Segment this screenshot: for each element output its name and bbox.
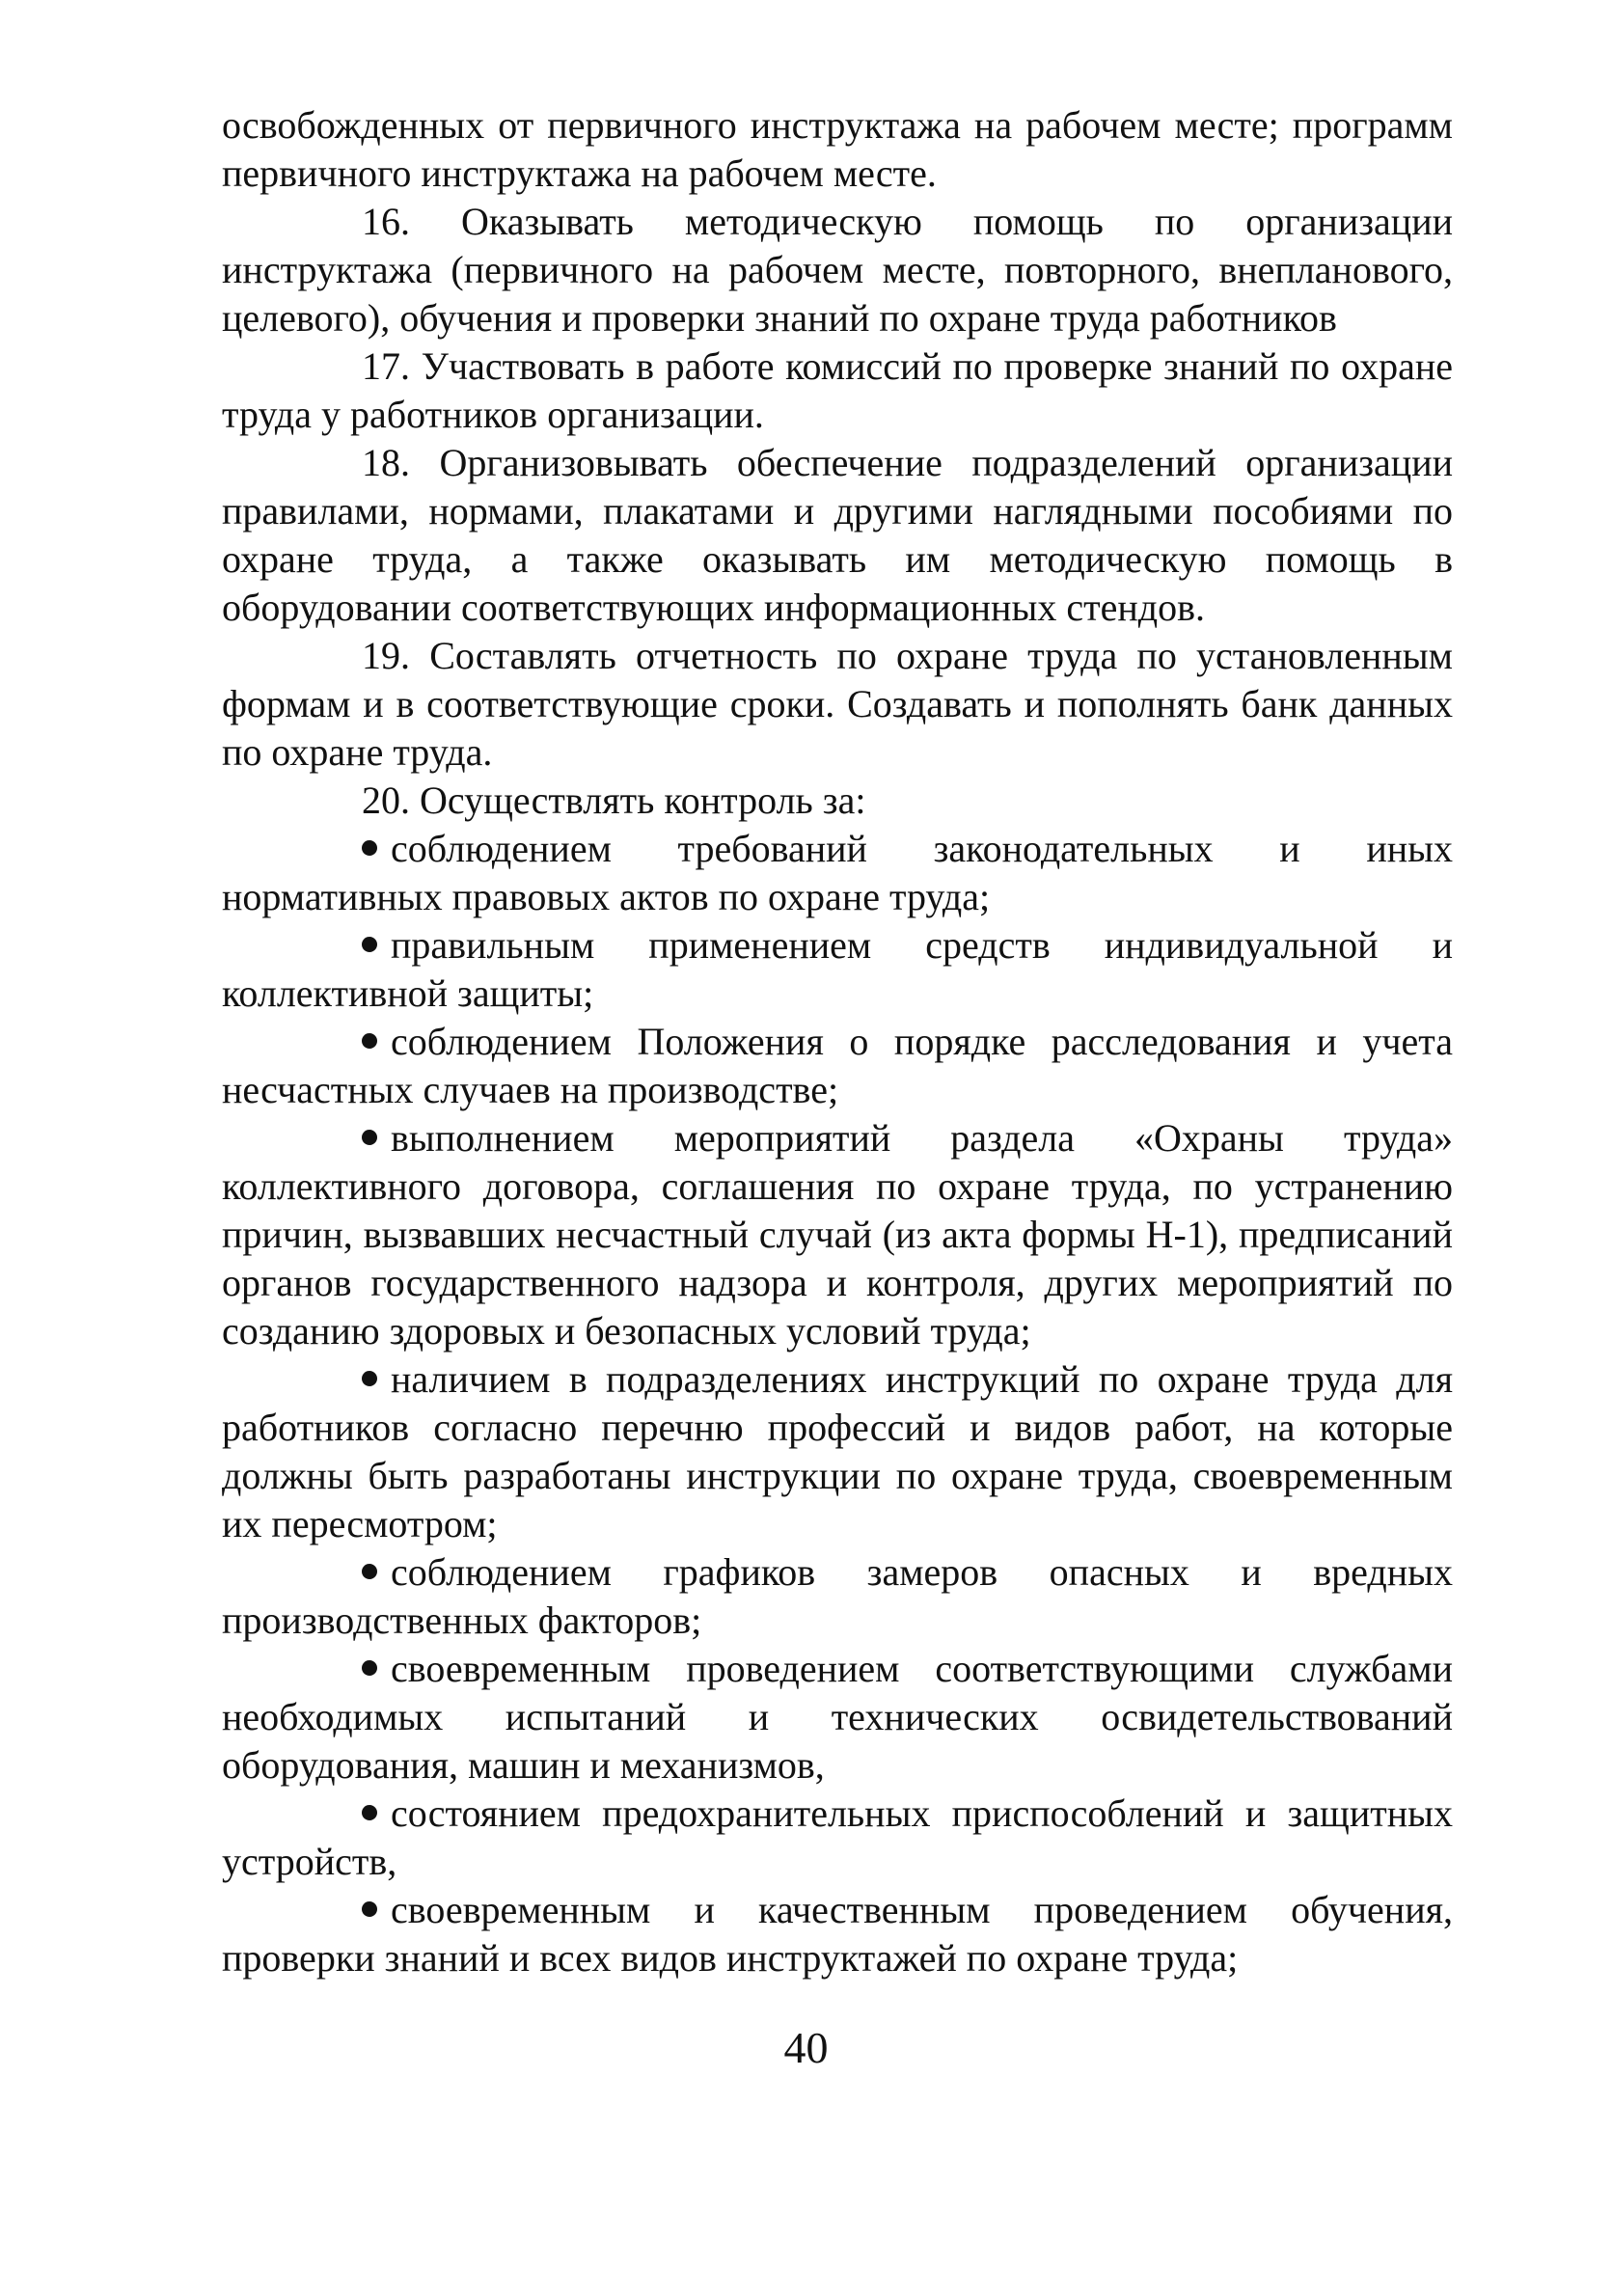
bullet-text: своевременным проведением соответствующими службами необходимых испытаний и технических освидетельствований оборудования, машин и механизмов, xyxy=(222,1647,1453,1787)
bullet-item xyxy=(222,1548,1453,1645)
bullet-text: состоянием предохранительных приспособлений и защитных устройств, xyxy=(222,1791,1453,1883)
bullet-text: своевременным и качественным проведением обучения, проверки знаний и всех видов инструктажей по охране труда; xyxy=(222,1888,1453,1980)
paragraph-item-16: 16. Оказывать методическую помощь по организации инструктажа (первичного на рабочем месте, повторного, внепланового, целевого), обучения и проверки знаний по охране труда работников xyxy=(222,200,1453,340)
bullet-item xyxy=(222,825,1453,921)
bullet-icon xyxy=(362,1660,377,1676)
bullet-text: правильным применением средств индивидуальной и коллективной защиты; xyxy=(222,923,1453,1015)
bullet-icon xyxy=(362,937,377,952)
bullet-icon xyxy=(362,1371,377,1386)
bullet-text: соблюдением Положения о порядке расследования и учета несчастных случаев на производстве; xyxy=(222,1020,1453,1111)
paragraph-item-19: 19. Составлять отчетность по охране труда по установленным формам и в соответствующие сроки. Создавать и пополнять банк данных по охране труда. xyxy=(222,634,1453,774)
bullet-text: соблюдением графиков замеров опасных и вредных производственных факторов; xyxy=(222,1550,1453,1642)
bullet-icon xyxy=(362,1130,377,1145)
bullet-item xyxy=(222,1790,1453,1886)
page-number: 40 xyxy=(783,2023,829,2072)
paragraph-item-18: 18. Организовывать обеспечение подразделений организации правилами, нормами, плакатами и другими наглядными пособиями по охране труда, а также оказывать им методическую помощь в оборудовании соответствующих информационных стендов. xyxy=(222,441,1453,629)
bullet-item xyxy=(222,921,1453,1018)
bullet-item xyxy=(222,1886,1453,1982)
paragraph-continuation: освобожденных от первичного инструктажа на рабочем месте; программ первичного инструктажа на рабочем месте. xyxy=(222,103,1453,195)
bullet-item xyxy=(222,1114,1453,1355)
bullet-icon xyxy=(362,1805,377,1820)
bullet-text: выполнением мероприятий раздела «Охраны труда» коллективного договора, соглашения по охране труда, по устранению причин, вызвавших несчастный случай (из акта формы Н-1), предписаний органов государственного надзора и контроля, других мероприятий по созданию здоровых и безопасных условий труда; xyxy=(222,1116,1453,1353)
bullet-icon xyxy=(362,840,377,856)
paragraph-item-20: 20. Осуществлять контроль за: xyxy=(362,779,866,822)
bullet-item xyxy=(222,1355,1453,1548)
paragraph-item-17: 17. Участвовать в работе комиссий по проверке знаний по охране труда у работников организации. xyxy=(222,344,1453,436)
bullet-icon xyxy=(362,1033,377,1049)
bullet-text: соблюдением требований законодательных и иных нормативных правовых актов по охране труда; xyxy=(222,827,1453,918)
bullet-icon xyxy=(362,1564,377,1579)
body-text xyxy=(222,101,1453,1982)
bullet-text: наличием в подразделениях инструкций по охране труда для работников согласно перечню профессий и видов работ, на которые должны быть разработаны инструкции по охране труда, своевременным их пересмотром; xyxy=(222,1357,1453,1545)
bullet-icon xyxy=(362,1901,377,1917)
bullet-item xyxy=(222,1645,1453,1790)
bullet-item xyxy=(222,1018,1453,1114)
